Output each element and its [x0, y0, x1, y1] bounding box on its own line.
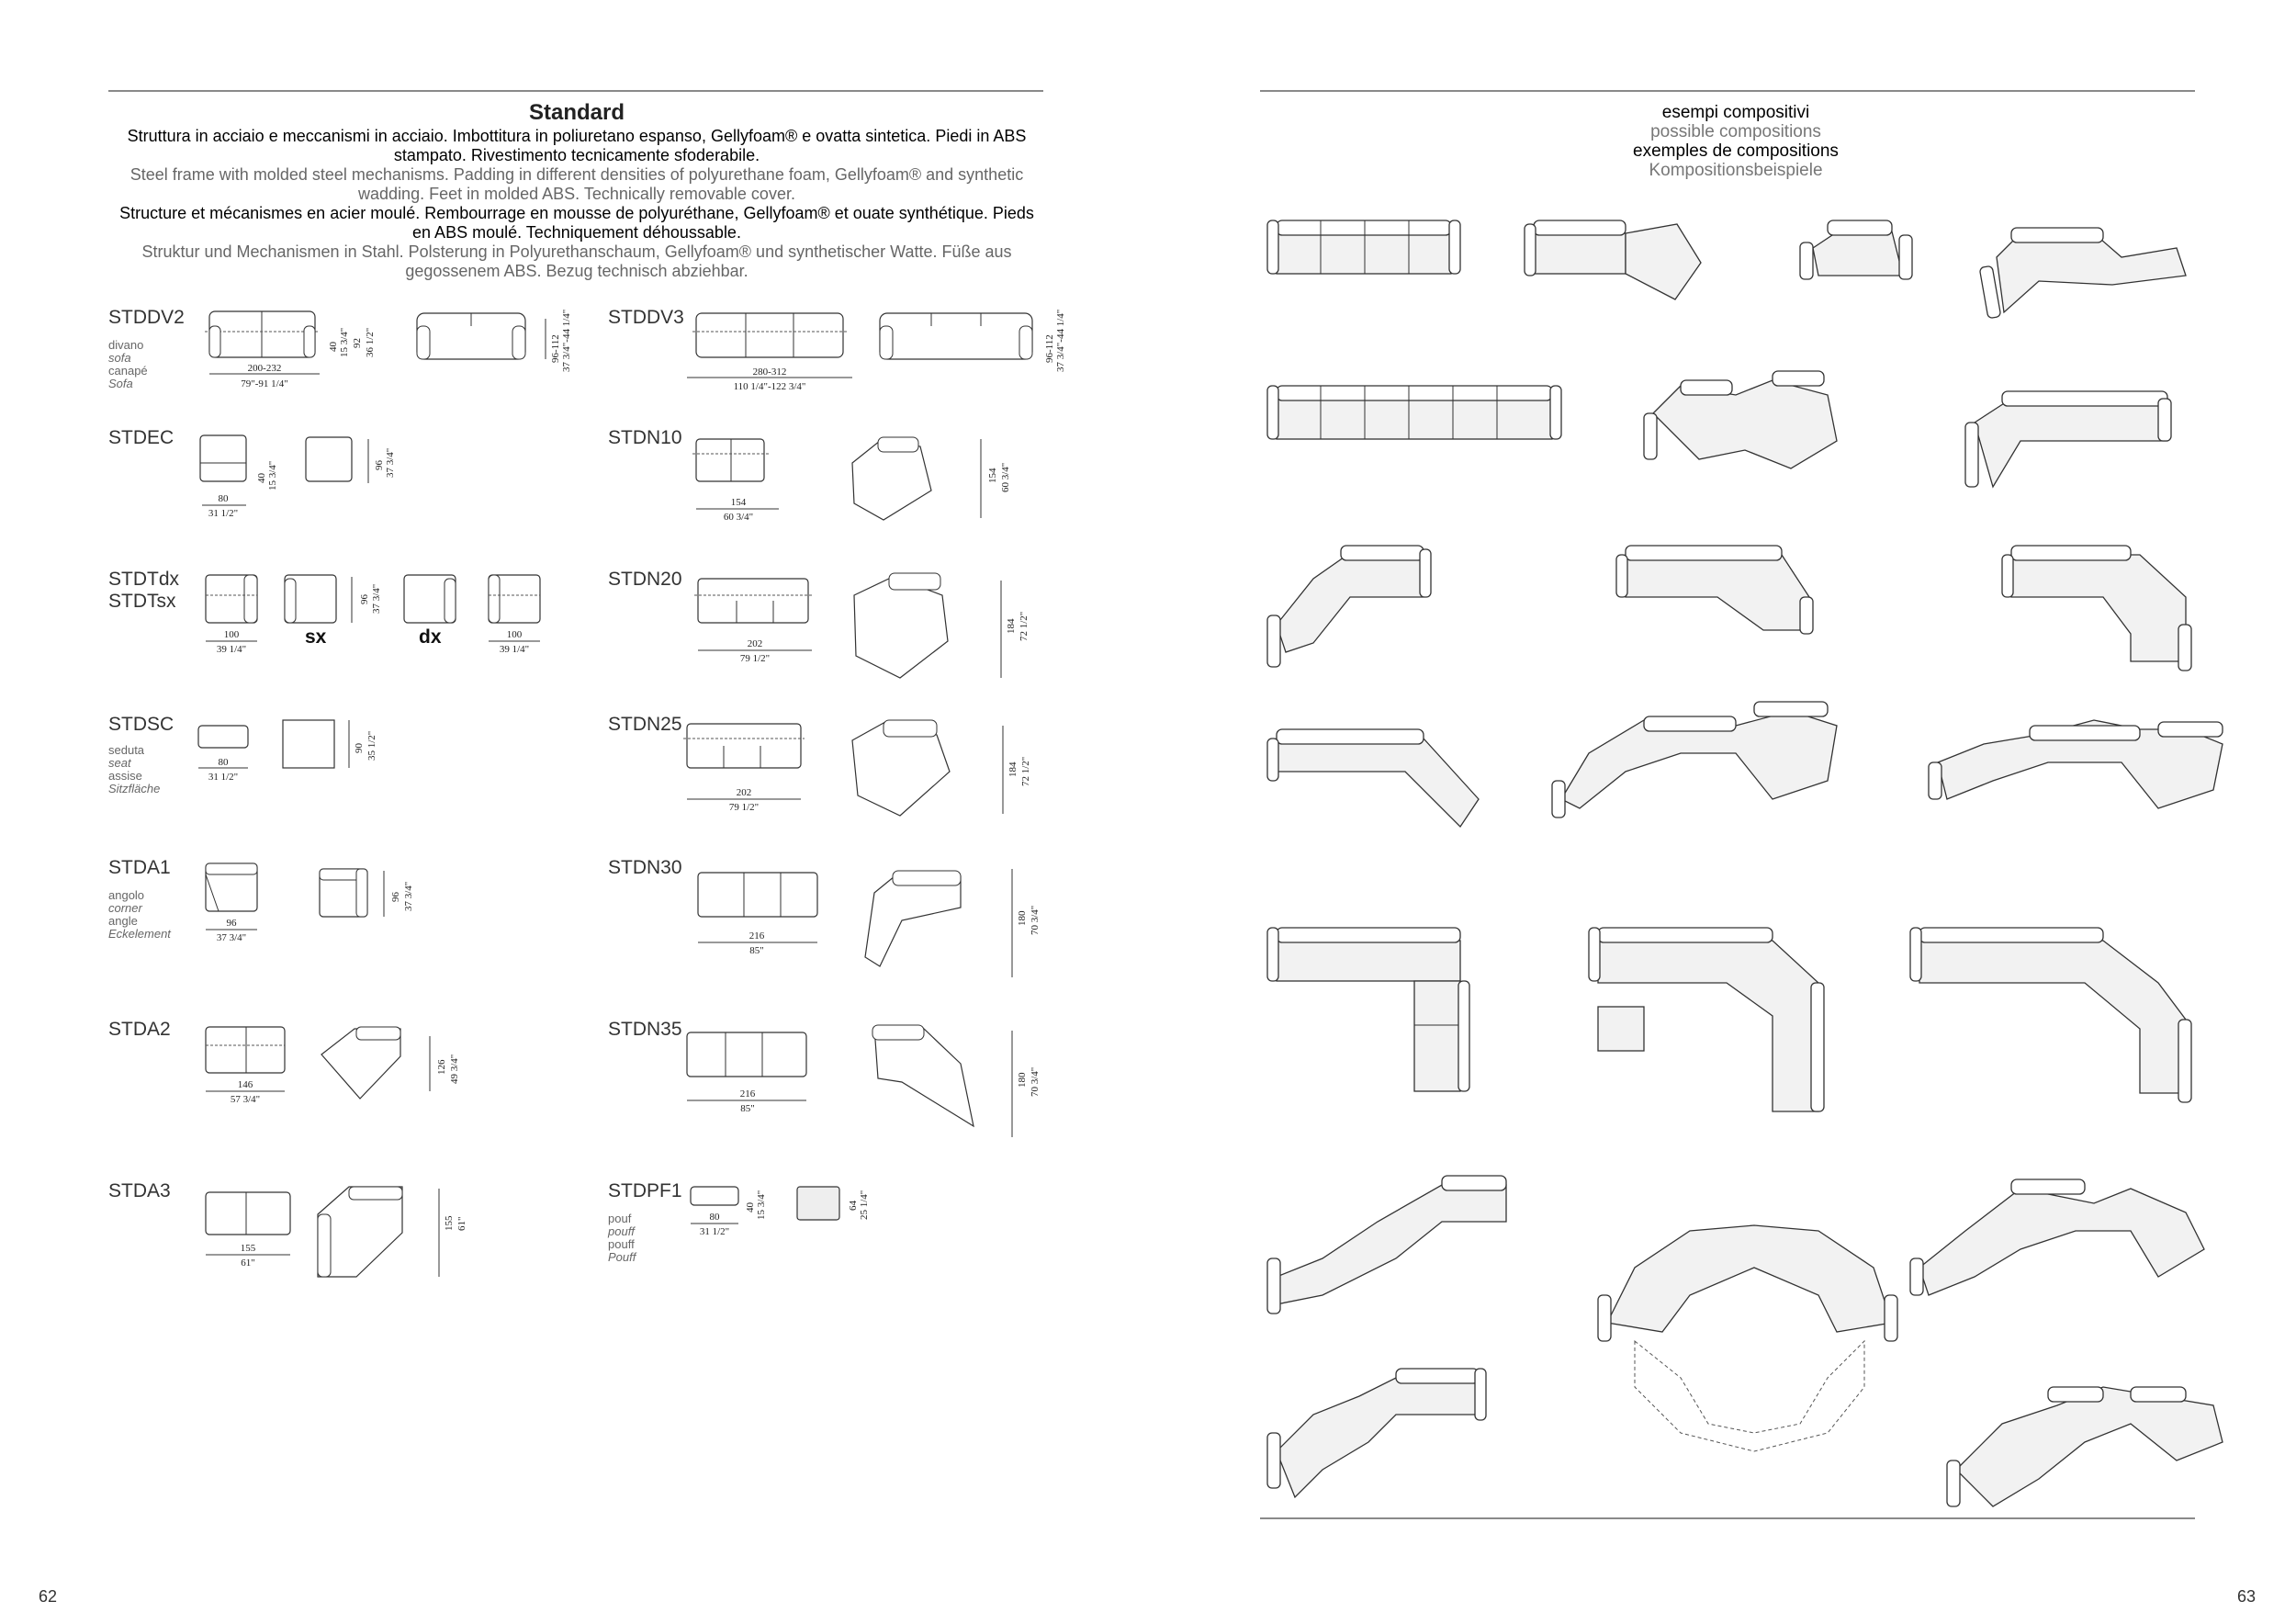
module-code: STDPF1	[608, 1180, 682, 1201]
module-drawing	[608, 856, 1104, 994]
svg-text:37 3/4": 37 3/4"	[385, 447, 396, 478]
page-number-left: 62	[39, 1587, 58, 1606]
svg-text:92: 92	[352, 338, 363, 348]
module-drawing	[108, 568, 604, 669]
svg-text:31 1/2": 31 1/2"	[208, 772, 239, 783]
svg-text:79 1/2": 79 1/2"	[728, 802, 760, 813]
description-en: Steel frame with molded steel mechanisms. Padding in different densities of polyurethane foam, Gellyfoam® and synthetic wadding. Feet in molded ABS. Technically removable cover.	[129, 165, 1024, 203]
svg-text:96: 96	[226, 918, 237, 929]
svg-text:110 1/4"-122 3/4": 110 1/4"-122 3/4"	[733, 381, 806, 392]
composition-6	[1644, 371, 1837, 468]
module-drawing	[108, 713, 476, 805]
composition-2	[1525, 220, 1701, 299]
top-rule-left	[108, 90, 1043, 92]
page-number-right: 63	[2237, 1587, 2257, 1606]
module-drawing	[608, 713, 1104, 841]
composition-10	[2002, 546, 2191, 671]
svg-text:154: 154	[730, 497, 747, 508]
module-drawing	[608, 1179, 975, 1271]
svg-text:40: 40	[745, 1202, 756, 1212]
svg-text:70 3/4": 70 3/4"	[1030, 905, 1041, 935]
module-code: STDN10	[608, 427, 682, 448]
svg-text:72 1/2": 72 1/2"	[1020, 756, 1031, 786]
collection-title: Standard	[528, 100, 625, 125]
svg-text:155: 155	[240, 1243, 256, 1254]
svg-text:60 3/4": 60 3/4"	[723, 512, 754, 523]
module-stdpf1	[608, 1179, 1104, 1326]
module-stda2	[108, 1018, 604, 1165]
composition-8	[1267, 546, 1431, 667]
svg-text:35 1/2": 35 1/2"	[366, 730, 377, 761]
svg-text:57 3/4": 57 3/4"	[230, 1094, 261, 1105]
svg-text:202: 202	[736, 787, 752, 798]
svg-text:79"-91 1/4": 79"-91 1/4"	[241, 378, 288, 389]
module-code: STDN25	[608, 714, 682, 735]
svg-text:85": 85"	[740, 1103, 755, 1114]
svg-text:25 1/4": 25 1/4"	[859, 1190, 870, 1220]
svg-text:31 1/2": 31 1/2"	[208, 508, 239, 518]
svg-text:15 3/4": 15 3/4"	[756, 1190, 767, 1220]
svg-text:15 3/4": 15 3/4"	[339, 327, 350, 357]
module-drawing	[108, 1018, 476, 1119]
module-type-label: pouf pouff pouff Pouff	[608, 1212, 636, 1264]
svg-text:36 1/2": 36 1/2"	[365, 327, 376, 357]
composition-17	[1267, 1176, 1506, 1314]
description-it: Struttura in acciaio e meccanismi in acciaio. Imbottitura in poliuretano espanso, Gellyfoam® e ovatta sintetica. Piedi in ABS stampato. Rivestimento tecnicamente sfoderabile.	[127, 127, 1027, 164]
composition-20	[1267, 1369, 1486, 1497]
svg-text:80: 80	[709, 1212, 720, 1223]
module-stdn25	[608, 713, 1104, 860]
description-de: Struktur und Mechanismen in Stahl. Polsterung in Polyurethanschaum, Gellyfoam® und synthetischer Watte. Füße aus gegossenem ABS. Bezug technisch abziehbar.	[141, 242, 1012, 280]
composition-12	[1552, 702, 1837, 818]
module-type-label: seduta seat assise Sitzfläche	[108, 743, 161, 795]
svg-text:15 3/4": 15 3/4"	[267, 460, 278, 491]
module-code: STDN30	[608, 857, 682, 878]
svg-text:70 3/4": 70 3/4"	[1030, 1066, 1041, 1097]
svg-text:200-232: 200-232	[247, 363, 282, 374]
module-drawing	[108, 856, 476, 957]
svg-text:39 1/4": 39 1/4"	[499, 644, 530, 655]
svg-text:216: 216	[748, 930, 765, 942]
svg-text:60 3/4": 60 3/4"	[1000, 462, 1011, 492]
module-drawing	[608, 568, 1104, 696]
svg-text:37 3/4": 37 3/4"	[216, 932, 247, 943]
module-code: STDA3	[108, 1180, 171, 1201]
composition-16	[1910, 928, 2191, 1102]
svg-text:96: 96	[359, 594, 370, 604]
svg-text:37 3/4"-44 1/4": 37 3/4"-44 1/4"	[1055, 309, 1066, 372]
module-stdn20	[608, 568, 1104, 715]
svg-text:85": 85"	[749, 945, 764, 956]
module-stdn30	[608, 856, 1104, 1003]
module-code: STDDV3	[608, 307, 684, 328]
module-stda3	[108, 1179, 604, 1326]
compositions-de: Kompositionsbeispiele	[1649, 161, 1823, 180]
svg-text:80: 80	[218, 757, 229, 768]
compositions-fr: exemples de compositions	[1633, 141, 1839, 161]
svg-text:40: 40	[256, 473, 267, 483]
description-fr: Structure et mécanismes en acier moulé. Rembourrage en mousse de polyuréthane, Gellyfoam® et ouate synthétique. Pieds en ABS moulé. Techniquement déhoussable.	[119, 204, 1034, 242]
module-code: STDN35	[608, 1019, 682, 1040]
svg-text:37 3/4": 37 3/4"	[403, 881, 414, 911]
svg-text:37 3/4"-44 1/4": 37 3/4"-44 1/4"	[561, 309, 572, 372]
svg-text:49 3/4": 49 3/4"	[449, 1054, 460, 1084]
collection-description	[108, 99, 1045, 281]
compositions-heading	[1267, 103, 2204, 180]
module-drawing	[108, 426, 476, 518]
top-rule-right	[1260, 90, 2195, 92]
module-stdsc	[108, 713, 604, 860]
module-stdt	[108, 568, 604, 715]
svg-text:61": 61"	[456, 1216, 467, 1231]
composition-4	[1979, 228, 2186, 319]
svg-text:61": 61"	[241, 1257, 255, 1269]
left-hand-label: sx	[305, 626, 327, 648]
module-drawing	[608, 1018, 1104, 1156]
module-drawing	[108, 306, 604, 407]
module-code: STDSC	[108, 714, 174, 735]
compositions-grid	[1249, 202, 2241, 1534]
svg-text:154: 154	[987, 468, 998, 483]
svg-text:280-312: 280-312	[752, 367, 787, 378]
composition-11	[1267, 729, 1479, 827]
module-code-alt: STDTsx	[108, 591, 176, 612]
svg-text:72 1/2": 72 1/2"	[1019, 611, 1030, 641]
module-stdec	[108, 426, 604, 573]
svg-text:96-112: 96-112	[550, 334, 561, 363]
svg-text:100: 100	[223, 629, 240, 640]
svg-text:96-112: 96-112	[1044, 334, 1055, 363]
right-hand-label: dx	[419, 626, 442, 648]
svg-text:180: 180	[1017, 1072, 1028, 1088]
composition-1	[1267, 220, 1460, 274]
svg-text:80: 80	[218, 493, 229, 504]
compositions-en: possible compositions	[1650, 122, 1821, 141]
module-code: STDEC	[108, 427, 174, 448]
module-code: STDA2	[108, 1019, 171, 1040]
module-code: STDN20	[608, 569, 682, 590]
svg-text:184: 184	[1007, 761, 1019, 777]
composition-5	[1267, 386, 1561, 439]
module-drawing	[108, 1179, 476, 1290]
module-type-label: divano sofa canapé Sofa	[108, 338, 148, 390]
svg-text:202: 202	[747, 638, 763, 649]
module-stda1	[108, 856, 604, 1003]
composition-14	[1267, 928, 1469, 1091]
svg-text:40: 40	[328, 342, 339, 352]
module-type-label: angolo corner angle Eckelement	[108, 888, 171, 941]
svg-text:90: 90	[354, 743, 365, 753]
module-stdn35	[608, 1018, 1104, 1165]
composition-7	[1965, 391, 2171, 487]
svg-text:155: 155	[444, 1215, 455, 1231]
svg-text:37 3/4": 37 3/4"	[371, 583, 382, 614]
svg-text:79 1/2": 79 1/2"	[739, 653, 771, 664]
module-code: STDTdx	[108, 569, 180, 590]
svg-text:180: 180	[1017, 910, 1028, 926]
svg-text:39 1/4": 39 1/4"	[216, 644, 247, 655]
svg-text:31 1/2": 31 1/2"	[699, 1226, 730, 1237]
svg-text:96: 96	[374, 460, 385, 470]
composition-18	[1598, 1225, 1897, 1451]
svg-text:184: 184	[1006, 618, 1017, 634]
module-stdn10	[608, 426, 1104, 573]
composition-13	[1929, 720, 2223, 808]
module-code: STDDV2	[108, 307, 185, 328]
composition-15	[1589, 928, 1824, 1111]
svg-text:216: 216	[739, 1088, 756, 1100]
svg-text:146: 146	[237, 1079, 253, 1090]
module-drawing	[608, 306, 1104, 407]
composition-21	[1947, 1387, 2223, 1506]
composition-9	[1616, 546, 1813, 634]
svg-text:64: 64	[848, 1201, 859, 1211]
composition-3	[1800, 220, 1912, 279]
svg-text:100: 100	[506, 629, 523, 640]
compositions-it: esempi compositivi	[1661, 103, 1810, 122]
module-code: STDA1	[108, 857, 171, 878]
composition-19	[1910, 1179, 2204, 1295]
svg-text:126: 126	[436, 1059, 447, 1075]
svg-text:96: 96	[390, 892, 401, 902]
module-drawing	[608, 426, 1104, 546]
